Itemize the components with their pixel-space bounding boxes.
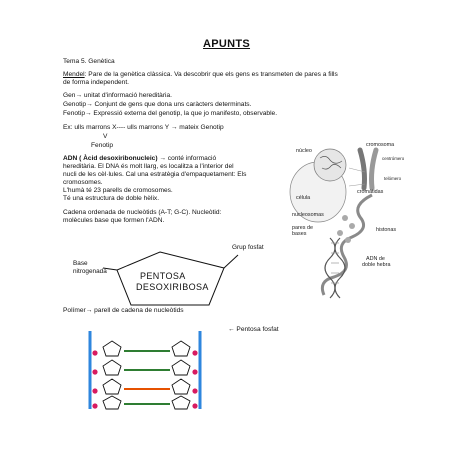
- label-adn-1: ADN de: [366, 256, 385, 262]
- adn-text-5: L'humà té 23 parells de cromosomes.: [63, 187, 173, 194]
- example-result: Fenotip: [91, 142, 113, 149]
- ladder-row: [92, 360, 197, 375]
- label-celula: célula: [296, 195, 311, 201]
- base-label-1: Base: [73, 260, 88, 267]
- label-cromosoma: cromosoma: [366, 142, 395, 148]
- label-pares-1: pares de: [292, 225, 313, 231]
- label-histonas: histonas: [376, 227, 397, 233]
- gen-definition: Gen→ unitat d'informació hereditària.: [63, 92, 173, 99]
- label-telomero: telómero: [384, 176, 402, 181]
- sugar-label-2: DESOXIRIBOSA: [136, 282, 209, 292]
- adn-text-1: → conté informació: [157, 155, 217, 162]
- pentose-phosphate-label: ← Pentosa fosfat: [228, 326, 279, 333]
- sugar-label-1: PENTOSA: [140, 271, 186, 281]
- adn-term: ADN ( Àcid desoxiribonucleic): [63, 155, 158, 162]
- label-pares-2: bases: [292, 231, 307, 237]
- genotip-definition: Genotip→ Conjunt de gens que dona uns caràcters determinats.: [63, 101, 252, 108]
- adn-text-2: hereditària. El DNA és molt llarg, es localitza a l'interior del: [63, 163, 234, 170]
- label-nucleosomas: nucleosomas: [292, 212, 324, 218]
- mendel-term: Mendel: [63, 71, 85, 78]
- polymer-text: Polímer→ parell de cadena de nucleòtids: [63, 307, 184, 314]
- label-nucleo: núcleo: [296, 148, 312, 154]
- mendel-text-2: de forma independent.: [63, 79, 129, 86]
- ladder-row: [92, 341, 197, 356]
- page-title: APUNTS: [202, 38, 251, 50]
- fenotip-definition: Fenotip→ Expressió externa del genotip, la que jo manifesto, observable.: [63, 110, 278, 117]
- ladder-row: [92, 396, 197, 409]
- nucleotide-text-1: Cadena ordenada de nucleòtids (A-T; G-C). Nucleòtid:: [63, 209, 222, 216]
- topic-heading: Tema 5. Genètica: [63, 58, 115, 65]
- example-line: Ex: ulls marrons X---- ulls marrons Y → mateix Genotip: [63, 124, 224, 131]
- example-arrow: V: [103, 133, 108, 140]
- adn-text-6: Té una estructura de doble hèlix.: [63, 195, 160, 202]
- base-label-2: nitrogenada: [73, 268, 107, 275]
- label-adn-2: doble hebra: [362, 262, 391, 268]
- phosphate-label: Grup fosfat: [232, 244, 264, 251]
- nucleotide-text-2: molècules base que formen l'ADN.: [63, 217, 165, 224]
- adn-text-4: cromosomes.: [63, 179, 103, 186]
- adn-text-3: nucli de les cèl·lules. Cal una estratègia d'empaquetament: Els: [63, 171, 247, 178]
- label-centromero: centrómero: [382, 156, 405, 161]
- label-cromatidas: cromátidas: [357, 189, 384, 195]
- mendel-text-1: : Pare de la genètica clàssica. Va descobrir que els gens es transmeten de pares a fills: [84, 71, 338, 78]
- ladder-row: [92, 379, 197, 394]
